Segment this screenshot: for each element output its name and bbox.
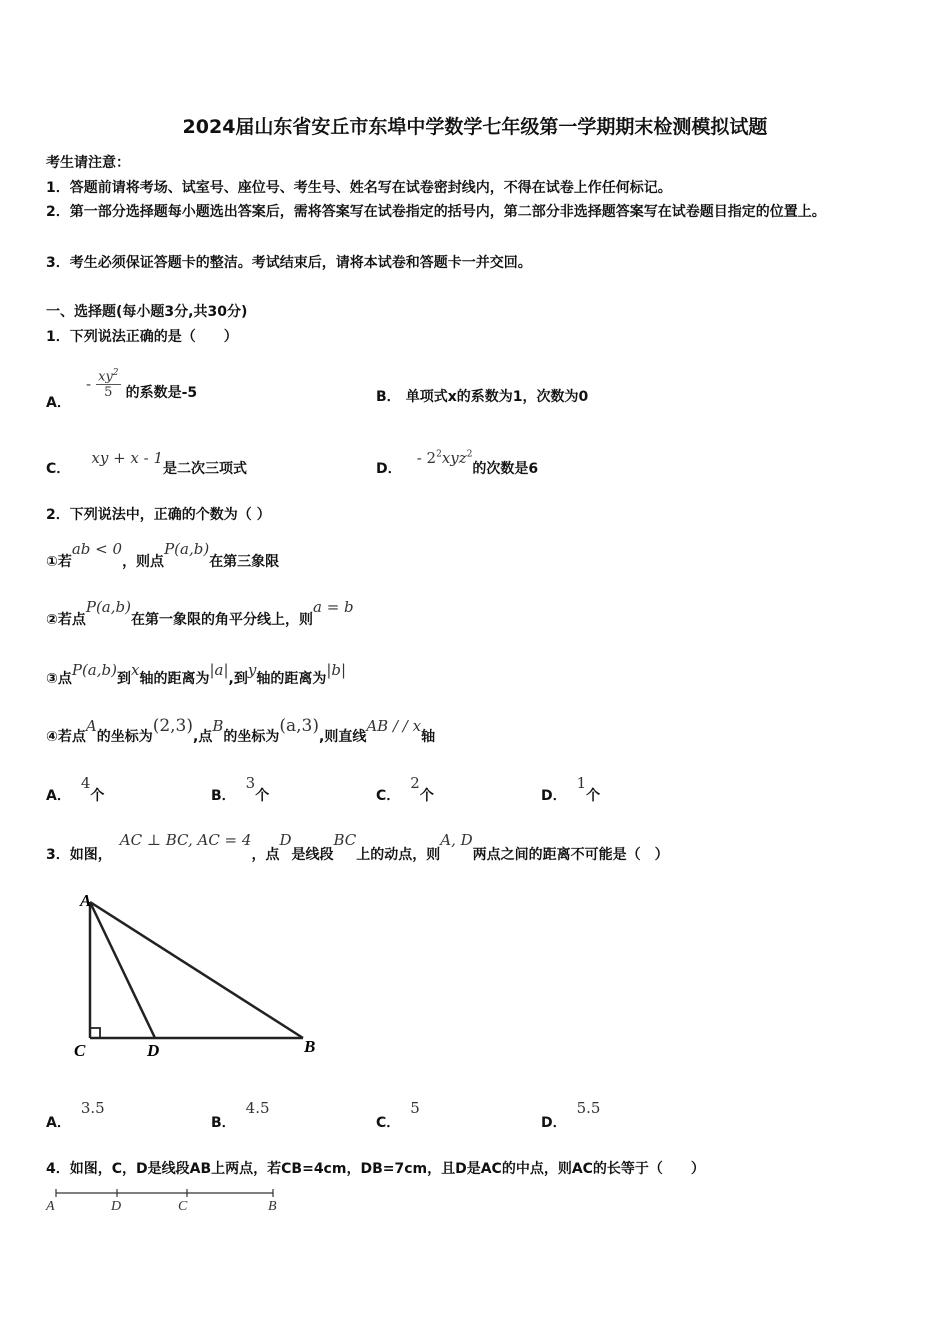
q2-stem: 2．下列说法中，正确的个数为（ ）	[46, 507, 271, 523]
q3-stem	[46, 830, 669, 863]
math-expression: |a|	[209, 661, 229, 679]
q2-option-b[interactable]	[211, 773, 270, 804]
math-expression: P(a,b)	[85, 598, 131, 616]
fraction-numerator: xy	[98, 369, 113, 385]
q4-segment-figure	[44, 1186, 294, 1216]
text: 3．如图，	[46, 847, 112, 863]
right-angle-mark	[90, 1028, 100, 1038]
q1-option-b[interactable]	[376, 386, 588, 406]
text: ③点	[46, 671, 72, 687]
exponent: 2	[466, 449, 473, 460]
text: ②若点	[46, 612, 86, 628]
text: ,点	[193, 729, 213, 745]
option-label: D．	[376, 461, 402, 477]
option-unit: 个	[90, 788, 105, 804]
option-label: A．	[46, 394, 71, 411]
page-title: 2024届山东省安丘市东埠中学数学七年级第一学期期末检测模拟试题	[182, 116, 768, 138]
notice-heading: 考生请注意：	[46, 155, 130, 171]
q3-option-c[interactable]	[376, 1098, 420, 1131]
option-unit: 个	[419, 788, 434, 804]
q3-triangle-figure	[48, 888, 338, 1066]
option-text: 的次数是6	[472, 461, 539, 477]
option-label: D．	[541, 1115, 567, 1131]
math-fraction	[96, 368, 120, 400]
q2-statement-3	[46, 660, 347, 687]
point-label-c: C	[178, 1199, 188, 1214]
q2-statement-4	[46, 716, 436, 745]
notice-item: 1．答题前请将考场、试室号、座位号、考生号、姓名写在试卷密封线内，不得在试卷上作任何标记。	[46, 180, 672, 196]
math-expression: P(a,b)	[71, 661, 117, 679]
text: ,到	[228, 671, 248, 687]
text: 两点之间的距离不可能是（ ）	[472, 847, 669, 863]
math-expression: x	[130, 661, 140, 679]
point-label-b: B	[268, 1199, 277, 1214]
text: 到	[116, 671, 131, 687]
math-expression: A, D	[440, 831, 473, 849]
math-expression: a = b	[312, 598, 354, 616]
option-text: 单项式x的系数为1，次数为0	[405, 389, 589, 405]
math-expression: (a,3)	[279, 716, 319, 736]
option-value: 5.5	[576, 1099, 601, 1117]
option-value: 3	[245, 774, 256, 792]
option-label: A．	[46, 788, 71, 804]
vertex-label-a: A	[80, 891, 92, 910]
math-expression: (2,3)	[152, 716, 194, 736]
option-unit: 个	[586, 788, 601, 804]
q1-option-d[interactable]	[376, 448, 539, 477]
text: 在第一象限的角平分线上，则	[130, 612, 313, 628]
text: ,则直线	[319, 729, 367, 745]
option-value: 4	[80, 774, 91, 792]
option-label: D．	[541, 788, 567, 804]
math-expression: B	[212, 717, 224, 735]
text: 轴的距离为	[139, 671, 210, 687]
text: 是线段	[291, 847, 334, 863]
q2-statement-1	[46, 539, 280, 570]
q2-option-c[interactable]	[376, 773, 434, 804]
math-expression: D	[279, 831, 292, 849]
text: ，则点	[122, 554, 165, 570]
math-sign: -	[85, 374, 92, 393]
vertex-label-d: D	[147, 1041, 160, 1060]
text: ④若点	[46, 729, 86, 745]
text: ①若	[46, 554, 72, 570]
math-expression: AC ⊥ BC, AC = 4	[119, 831, 252, 849]
fraction-denominator: 5	[104, 385, 113, 401]
option-unit: 个	[255, 788, 270, 804]
q4-stem: 4．如图，C，D是线段AB上两点，若CB=4cm，DB=7cm，且D是AC的中点，则AC的长等于（ ）	[46, 1161, 705, 1177]
math-expression: AB / / x	[366, 717, 422, 735]
text: 轴	[421, 729, 436, 745]
option-value: 3.5	[80, 1099, 105, 1117]
math-expression: A	[85, 717, 97, 735]
q1-option-a[interactable]	[46, 362, 198, 411]
option-label: B．	[211, 788, 236, 804]
math-expression: xy + x - 1	[91, 449, 164, 467]
exponent: 2	[436, 449, 442, 460]
q1-option-c[interactable]	[46, 448, 248, 477]
notice-item: 2．第一部分选择题每小题选出答案后，需将答案写在试卷指定的括号内，第二部分非选择题答案写在试卷题目指定的位置上。	[46, 204, 826, 220]
math-expression: - 2	[416, 449, 437, 467]
math-expression: xyz	[441, 449, 467, 467]
option-label: C．	[376, 1115, 401, 1131]
notice-item: 3．考生必须保证答题卡的整洁。考试结束后，请将本试卷和答题卡一并交回。	[46, 255, 532, 271]
q3-option-d[interactable]	[541, 1098, 601, 1131]
point-label-d: D	[111, 1199, 122, 1214]
math-expression: BC	[333, 831, 357, 849]
q2-option-a[interactable]	[46, 773, 105, 804]
option-value: 5	[410, 1099, 420, 1117]
option-value: 2	[410, 774, 420, 792]
option-value: 4.5	[245, 1099, 270, 1117]
option-label: A．	[46, 1115, 71, 1131]
math-expression: |b|	[326, 661, 347, 679]
option-label: C．	[46, 461, 71, 477]
math-expression: y	[247, 661, 257, 679]
text: 的坐标为	[96, 729, 153, 745]
option-label: B．	[376, 389, 401, 405]
q1-stem: 1．下列说法正确的是（ ）	[46, 329, 238, 345]
vertex-label-b: B	[304, 1037, 316, 1056]
option-label: B．	[211, 1115, 236, 1131]
option-label: C．	[376, 788, 401, 804]
math-expression: P(a,b)	[164, 540, 210, 558]
text: 的坐标为	[223, 729, 280, 745]
point-label-a: A	[46, 1199, 55, 1214]
option-text: 是二次三项式	[163, 461, 248, 477]
q3-option-b[interactable]	[211, 1098, 270, 1131]
text: 在第三象限	[209, 554, 280, 570]
q2-option-d[interactable]	[541, 773, 601, 804]
vertex-label-c: C	[74, 1041, 86, 1060]
exponent: 2	[112, 368, 119, 378]
option-value: 1	[576, 774, 587, 792]
option-text: 的系数是-5	[125, 384, 198, 401]
q3-option-a[interactable]	[46, 1098, 105, 1131]
text: 轴的距离为	[256, 671, 327, 687]
math-expression: ab < 0	[71, 540, 123, 558]
q2-statement-2	[46, 597, 354, 628]
section-heading: 一、选择题(每小题3分,共30分)	[46, 304, 248, 320]
text: ，点	[251, 847, 280, 863]
text: 上的动点，则	[356, 847, 441, 863]
